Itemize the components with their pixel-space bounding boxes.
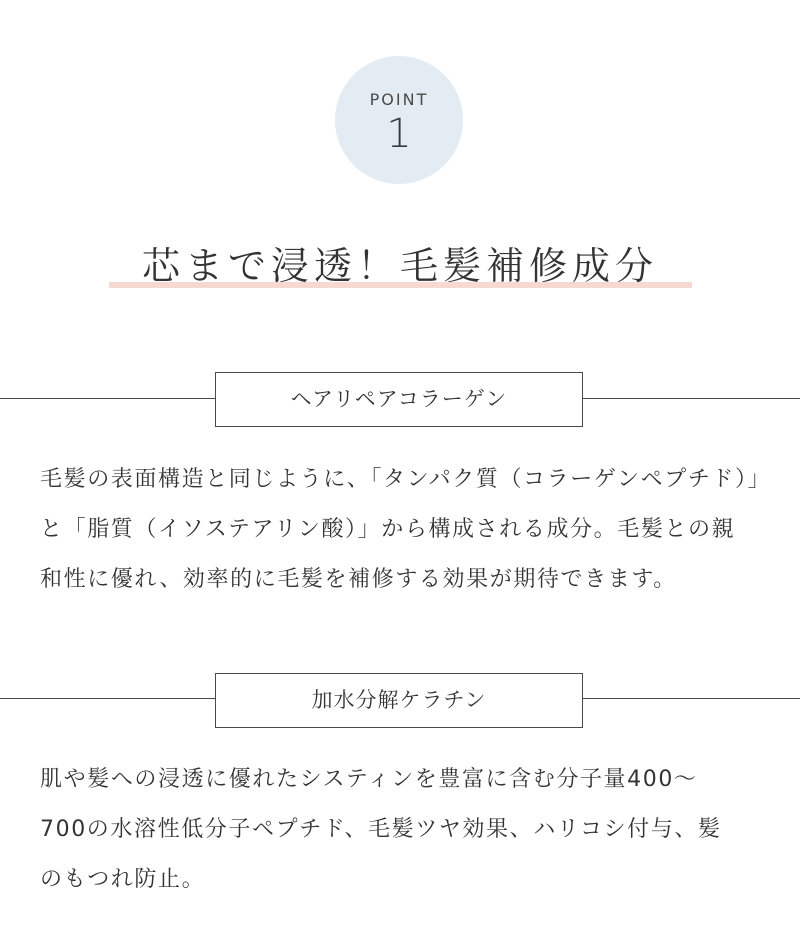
section-body: [40, 755, 770, 905]
body-line: のもつれ防止。: [40, 867, 206, 892]
body-line: 和性に優れ、効率的に毛髪を補修する効果が期待できます。: [40, 567, 677, 592]
section-body: [40, 455, 770, 605]
body-line: 肌や髪への浸透に優れたシスティンを豊富に含む分子量400～: [40, 767, 698, 792]
section-title-box: ヘアリペアコラーゲン: [215, 372, 583, 427]
headline-container: [0, 244, 800, 290]
page-headline: 芯まで浸透！毛髪補修成分: [141, 244, 658, 288]
body-line: 700の水溶性低分子ペプチド、毛髪ツヤ効果、ハリコシ付与、髪: [40, 817, 722, 842]
section-title-box: 加水分解ケラチン: [215, 673, 583, 728]
body-line: 毛髪の表面構造と同じように、「タンパク質（コラーゲンペプチド）」: [40, 467, 772, 492]
body-line: と「脂質（イソステアリン酸）」から構成される成分。毛髪との親: [40, 517, 736, 542]
point-label: POINT: [369, 90, 429, 109]
point-number: 1: [386, 111, 412, 157]
point-badge: [335, 56, 463, 184]
